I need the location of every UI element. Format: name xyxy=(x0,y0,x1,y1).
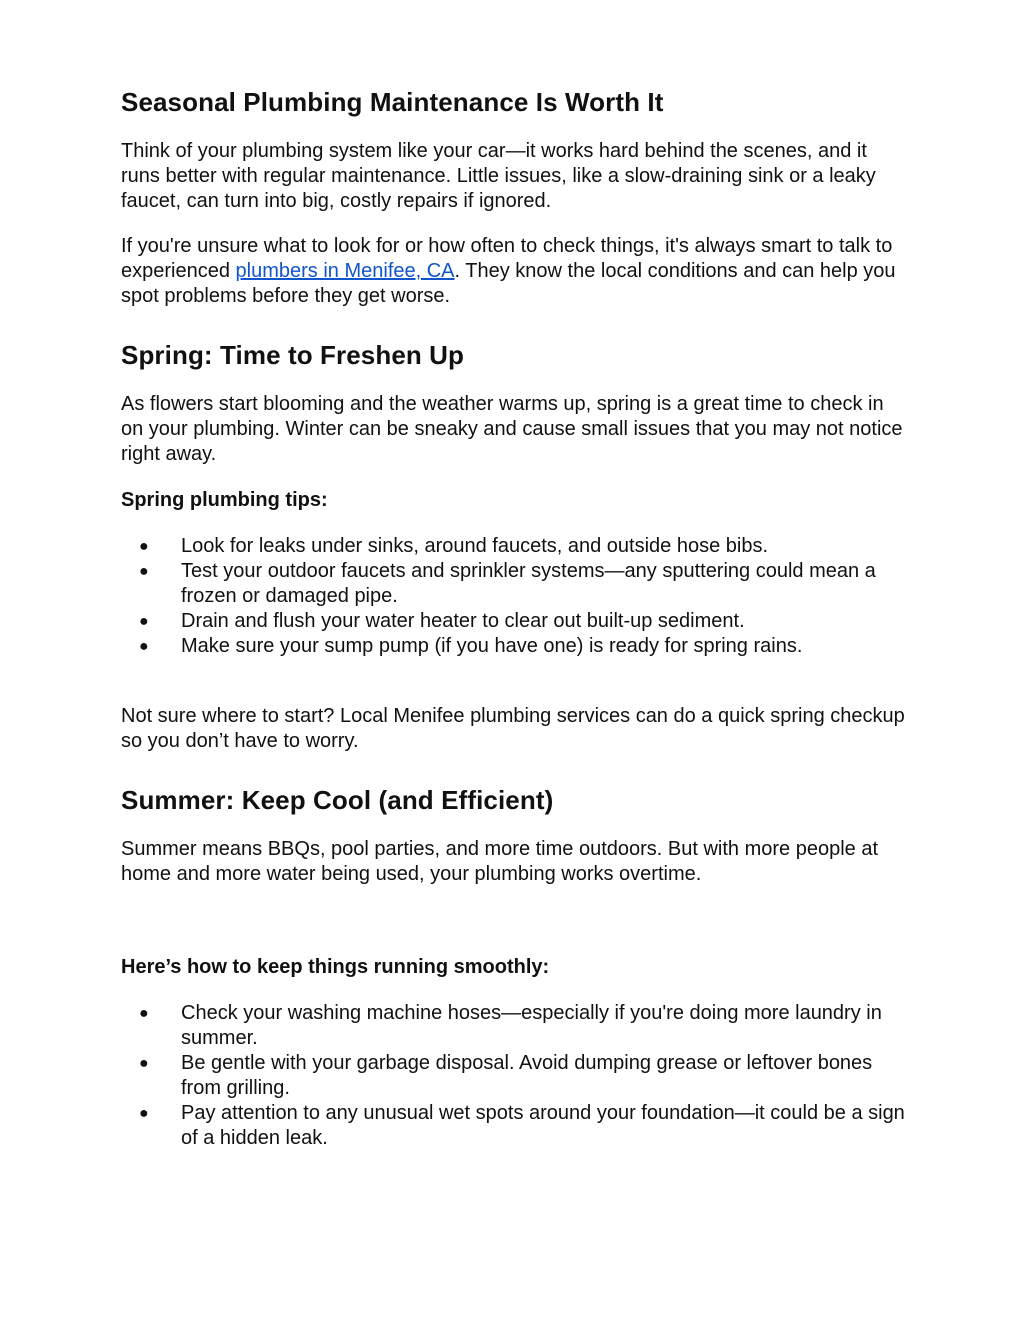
intro-paragraph-2-after: . They know the local conditions and can help you spot problems before they get worse. xyxy=(121,260,896,307)
bullet-icon: ● xyxy=(139,613,149,630)
list-item xyxy=(121,534,911,559)
list-item xyxy=(121,559,911,609)
summer-intro: Summer means BBQs, pool parties, and more time outdoors. But with more people at home and more water being used, your plumbing works overtime. xyxy=(121,838,879,885)
spring-heading: Spring: Time to Freshen Up xyxy=(121,340,465,370)
list-item xyxy=(121,1101,911,1151)
spring-tip-2: Test your outdoor faucets and sprinkler systems—any sputtering could mean a frozen or damaged pipe. xyxy=(181,560,876,607)
plumbers-menifee-link[interactable]: plumbers in Menifee, CA xyxy=(235,260,455,282)
summer-tips-list xyxy=(121,1001,911,1151)
spring-tip-3: Drain and flush your water heater to clear out built-up sediment. xyxy=(181,610,745,632)
bullet-icon: ● xyxy=(139,563,149,580)
bullet-icon: ● xyxy=(139,1005,149,1022)
summer-tip-3: Pay attention to any unusual wet spots around your foundation—it could be a sign of a hidden leak. xyxy=(181,1102,905,1149)
summer-tip-1: Check your washing machine hoses—especially if you're doing more laundry in summer. xyxy=(181,1002,882,1049)
list-item xyxy=(121,634,911,659)
intro-paragraph-2 xyxy=(121,234,911,309)
intro-paragraph-1: Think of your plumbing system like your car—it works hard behind the scenes, and it runs better with regular maintenance. Little issues, like a slow-draining sink or a leaky faucet, can turn into big, costly repairs if ignored. xyxy=(121,140,876,212)
spring-intro: As flowers start blooming and the weather warms up, spring is a great time to check in on your plumbing. Winter can be sneaky and cause small issues that you may not notice right away. xyxy=(121,393,903,465)
spring-tips-list xyxy=(121,534,911,659)
summer-heading: Summer: Keep Cool (and Efficient) xyxy=(121,785,554,815)
intro-heading: Seasonal Plumbing Maintenance Is Worth It xyxy=(121,87,664,117)
spring-closing: Not sure where to start? Local Menifee plumbing services can do a quick spring checkup so you don’t have to worry. xyxy=(121,705,905,752)
list-item xyxy=(121,1051,911,1101)
summer-tips-heading: Here’s how to keep things running smoothly: xyxy=(121,956,550,978)
spring-tip-4: Make sure your sump pump (if you have one) is ready for spring rains. xyxy=(181,635,803,657)
summer-tip-2: Be gentle with your garbage disposal. Avoid dumping grease or leftover bones from grilling. xyxy=(181,1052,873,1099)
bullet-icon: ● xyxy=(139,538,149,555)
spring-tips-heading: Spring plumbing tips: xyxy=(121,489,328,511)
bullet-icon: ● xyxy=(139,1105,149,1122)
list-item xyxy=(121,609,911,634)
intro-paragraph-2-before: If you're unsure what to look for or how often to check things, it's always smart to talk to experienced xyxy=(121,235,893,282)
spring-tip-1: Look for leaks under sinks, around faucets, and outside hose bibs. xyxy=(181,535,769,557)
bullet-icon: ● xyxy=(139,638,149,655)
bullet-icon: ● xyxy=(139,1055,149,1072)
list-item xyxy=(121,1001,911,1051)
